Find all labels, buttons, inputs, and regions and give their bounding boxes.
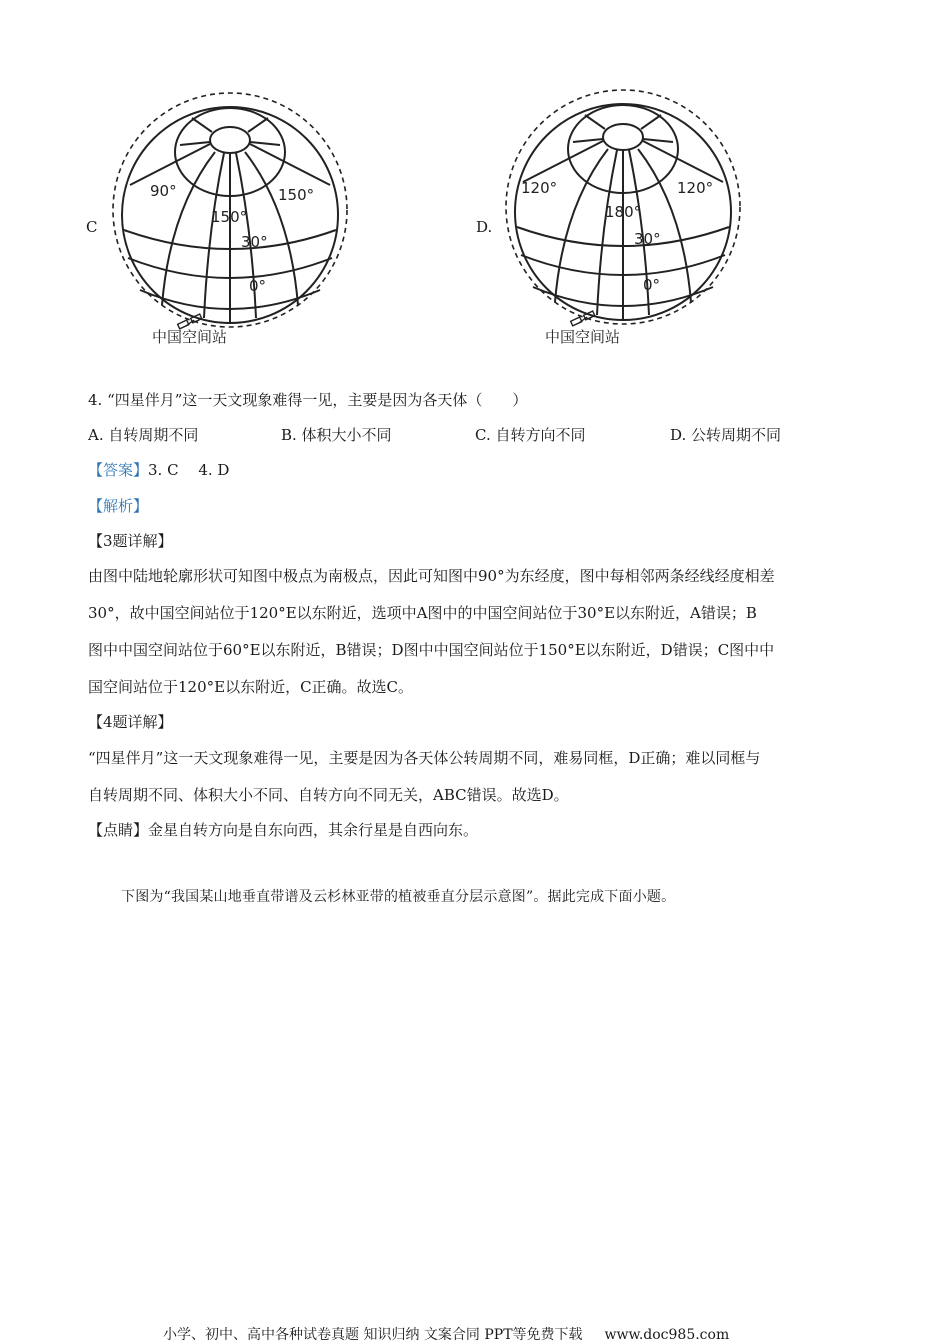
space-station-label: 中国空间站 bbox=[545, 328, 621, 346]
page-footer bbox=[163, 1324, 729, 1344]
tip-tag: 【点睛】 bbox=[88, 821, 149, 839]
latitude-label-30: 30° bbox=[634, 230, 661, 248]
detail4-line-2: 自转周期不同、体积大小不同、自转方向不同无关，ABC错误。故选D。 bbox=[88, 786, 569, 804]
latitude-label-0: 0° bbox=[249, 277, 267, 295]
latitude-label-30: 30° bbox=[241, 233, 268, 251]
longitude-label-left: 120° bbox=[521, 179, 558, 197]
footer-text: 小学、初中、高中各种试卷真题 知识归纳 文案合同 PPT等免费下载 bbox=[163, 1327, 583, 1343]
space-station-label: 中国空间站 bbox=[152, 328, 228, 346]
longitude-label-center: 150° bbox=[211, 208, 248, 226]
detail3-line-1: 由图中陆地轮廓形状可知图中极点为南极点，因此可知图中90°为东经度，图中每相邻两条经线经度相差 bbox=[88, 567, 775, 585]
longitude-label-center: 180° bbox=[605, 203, 642, 221]
tip-text: 金星自转方向是自东向西，其余行星是自西向东。 bbox=[148, 821, 479, 839]
longitude-label-right: 120° bbox=[677, 179, 714, 197]
figure-d-label: D. bbox=[476, 218, 493, 236]
figure-d-globe bbox=[493, 87, 753, 352]
question4-stem: 4. “四星伴月”这一天文现象难得一见，主要是因为各天体（ ） bbox=[88, 391, 528, 409]
figure-c-globe bbox=[100, 90, 360, 355]
option-b: B. 体积大小不同 bbox=[281, 426, 392, 444]
analysis-tag: 【解析】 bbox=[88, 497, 149, 515]
answer-line bbox=[88, 460, 229, 480]
next-question-intro: 下图为“我国某山地垂直带谱及云杉林亚带的植被垂直分层示意图”。据此完成下面小题。 bbox=[121, 889, 676, 905]
footer-url[interactable]: www.doc985.com bbox=[604, 1327, 730, 1343]
longitude-label-left: 90° bbox=[150, 182, 177, 200]
detail4-line-1: “四星伴月”这一天文现象难得一见，主要是因为各天体公转周期不同，难易同框，D正确；难以同框与 bbox=[88, 749, 761, 767]
detail3-line-2: 30°，故中国空间站位于120°E以东附近，选项中A图中的中国空间站位于30°E以东附近，A错误；B bbox=[88, 604, 757, 622]
tip-line bbox=[88, 820, 478, 840]
answer-text: 3. C 4. D bbox=[148, 461, 230, 479]
detail3-heading: 【3题详解】 bbox=[88, 532, 173, 550]
detail3-line-4: 国空间站位于120°E以东附近，C正确。故选C。 bbox=[88, 678, 414, 696]
latitude-label-0: 0° bbox=[643, 276, 661, 294]
figure-c-label: C bbox=[86, 218, 98, 236]
option-a: A. 自转周期不同 bbox=[88, 426, 199, 444]
option-c: C. 自转方向不同 bbox=[475, 426, 586, 444]
detail4-heading: 【4题详解】 bbox=[88, 713, 173, 731]
detail3-line-3: 图中中国空间站位于60°E以东附近，B错误；D图中中国空间站位于150°E以东附近，D错误；C图中中 bbox=[88, 641, 775, 659]
option-d: D. 公转周期不同 bbox=[670, 426, 782, 444]
answer-tag: 【答案】 bbox=[88, 461, 149, 479]
longitude-label-right: 150° bbox=[278, 186, 315, 204]
